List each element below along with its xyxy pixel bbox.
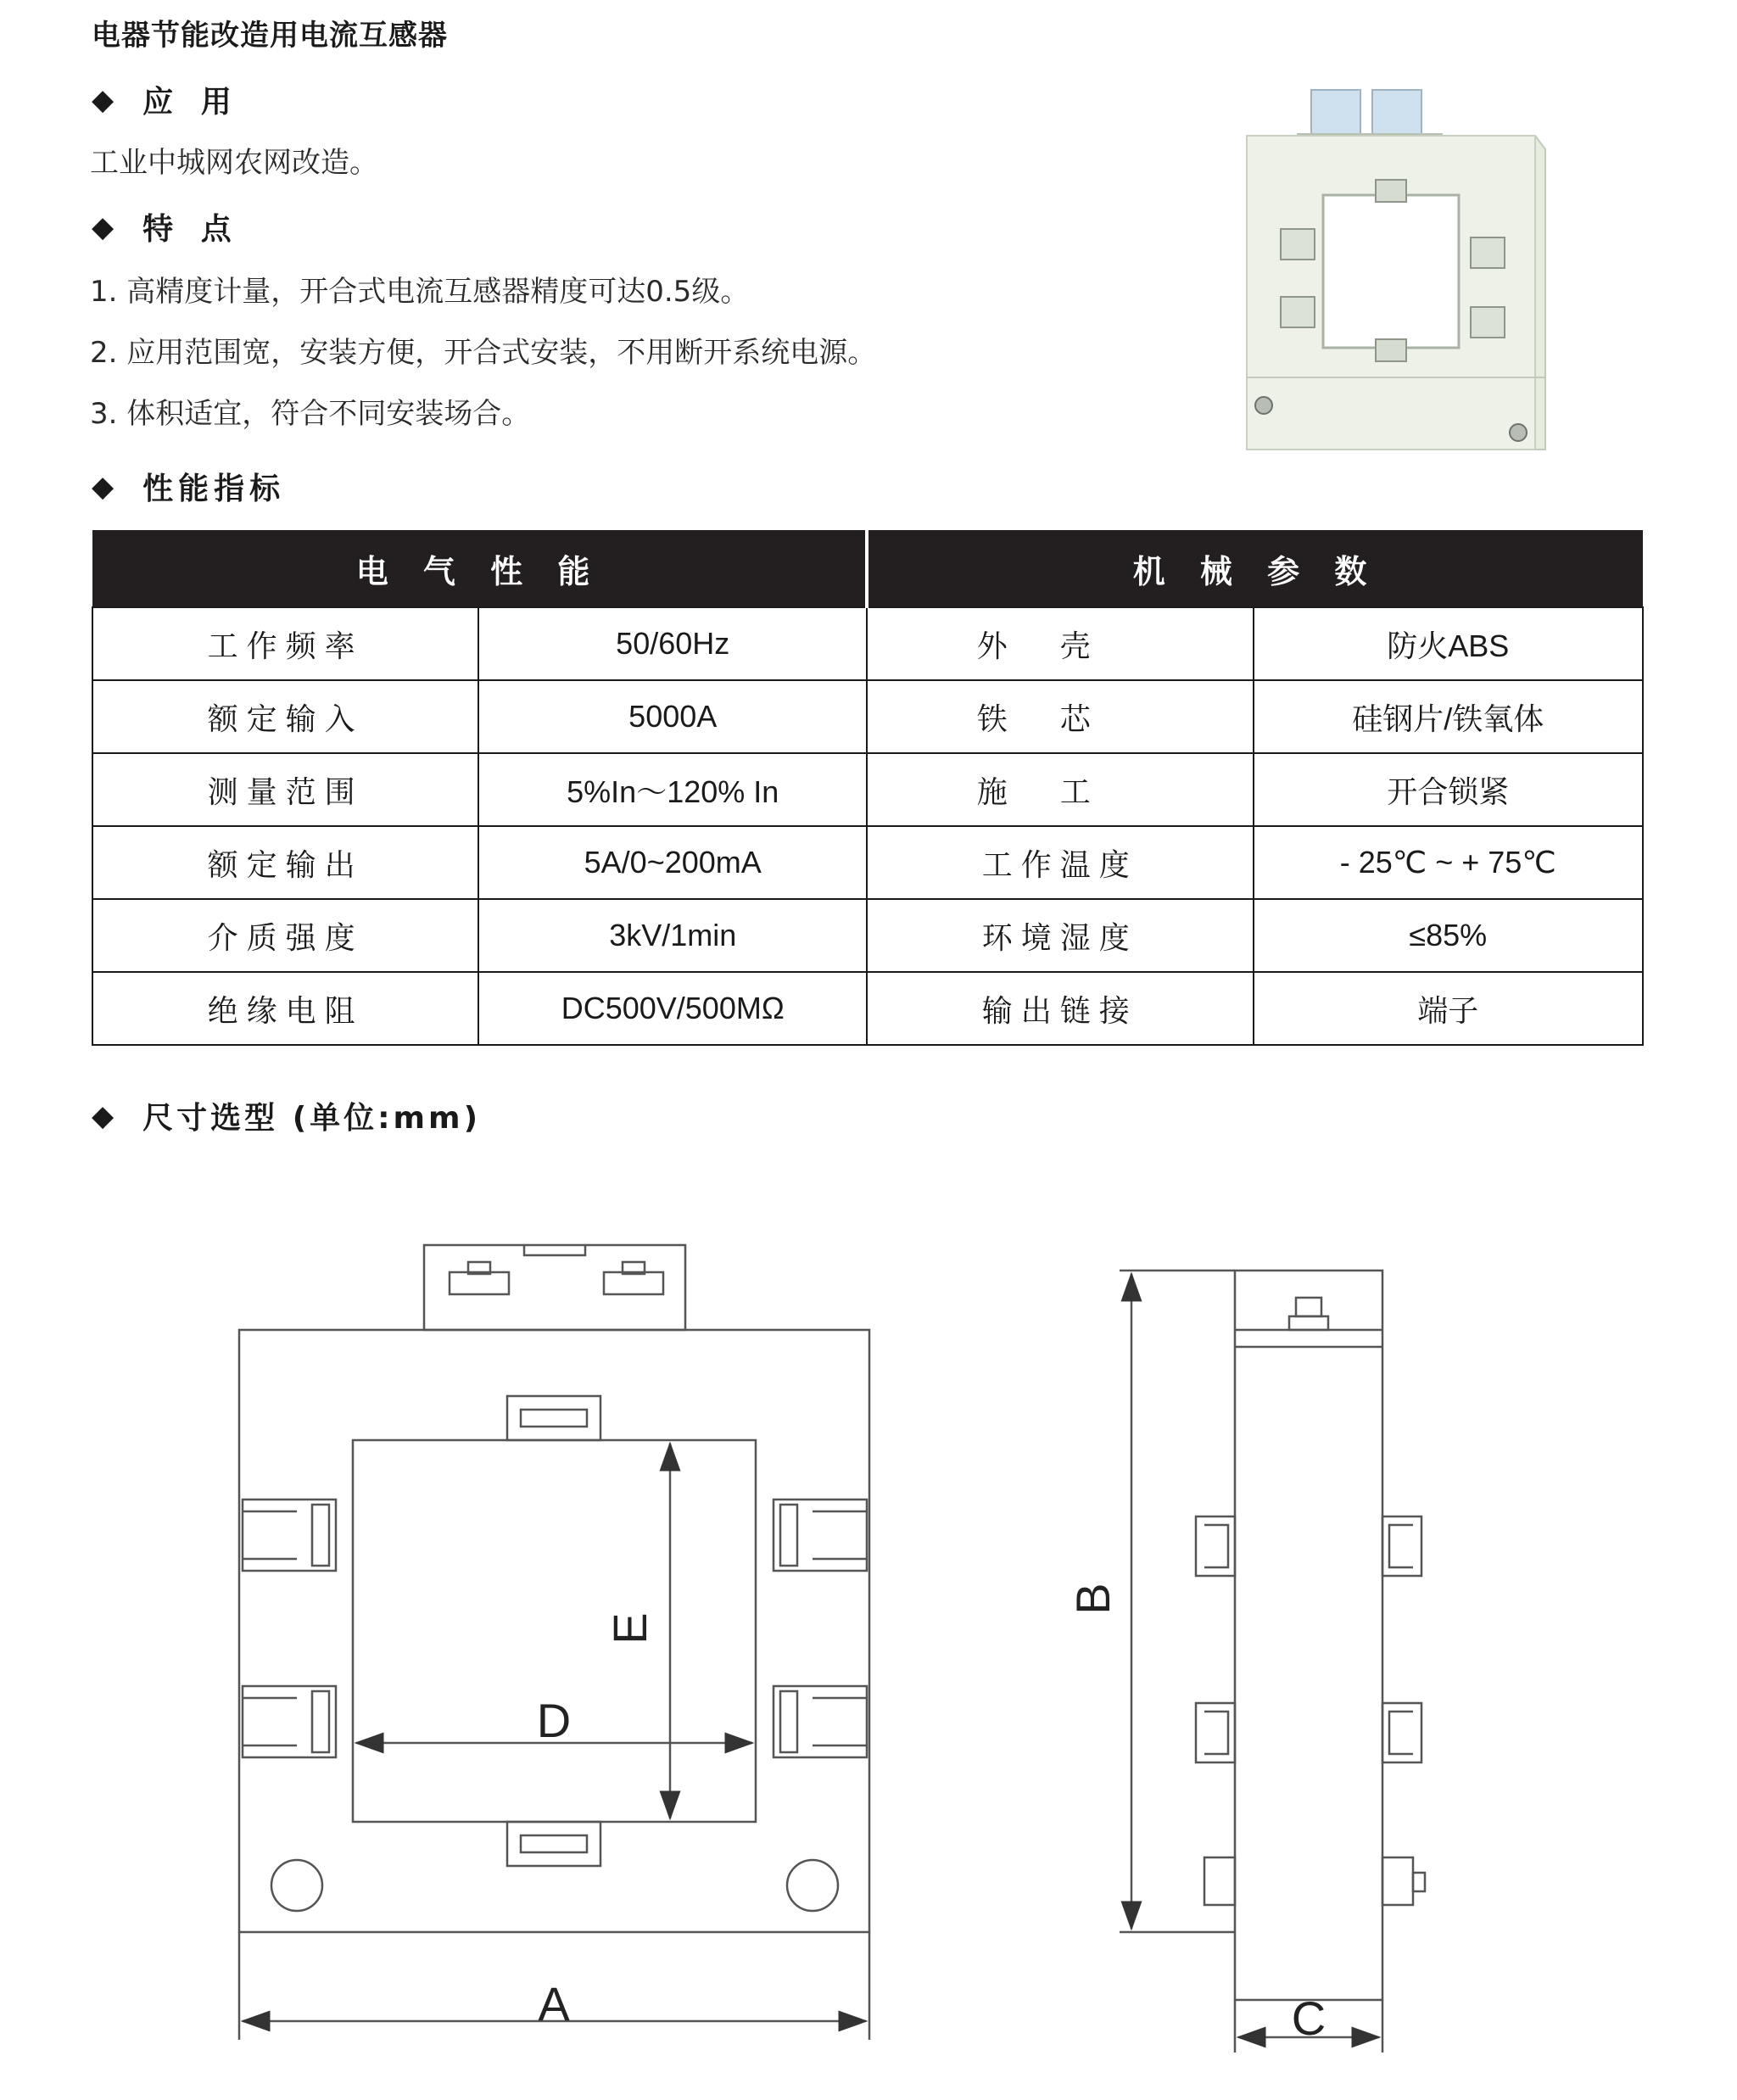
dimension-label-d: D: [536, 1694, 572, 1747]
table-row: [92, 826, 1643, 899]
spec-table: [92, 530, 1644, 1046]
table-cell: 额定输出: [92, 826, 478, 899]
dimension-label-c: C: [1291, 1991, 1326, 2045]
table-row: [92, 607, 1643, 680]
table-cell: 端子: [1254, 972, 1643, 1045]
table-cell: 5A/0~200mA: [478, 826, 867, 899]
table-row: [92, 753, 1643, 826]
feature-item: 2. 应用范围宽，安装方便，开合式安装，不用断开系统电源。: [90, 336, 877, 370]
table-cell: 铁芯: [867, 680, 1253, 753]
section-heading-dimensions: ◆ 尺寸选型 (单位:mm): [92, 1098, 482, 1136]
table-cell: 输出链接: [867, 972, 1253, 1045]
feature-item: 3. 体积适宜，符合不同安装场合。: [90, 397, 531, 431]
table-cell: 开合锁紧: [1254, 753, 1643, 826]
table-cell: - 25℃ ~ + 75℃: [1254, 826, 1643, 899]
table-cell: 5000A: [478, 680, 867, 753]
dimension-label-b: B: [1066, 1583, 1120, 1615]
table-header-row: [92, 530, 1643, 607]
side-view: [1120, 1271, 1425, 2053]
table-cell: ≤85%: [1254, 899, 1643, 972]
diamond-bullet-icon: ◆: [92, 1098, 114, 1133]
table-cell: 测量范围: [92, 753, 478, 826]
table-cell: 防火ABS: [1254, 607, 1643, 680]
diamond-bullet-icon: ◆: [92, 209, 114, 244]
section-heading-performance: ◆ 性能指标: [92, 469, 286, 506]
table-cell: DC500V/500MΩ: [478, 972, 867, 1045]
dimension-label-e: E: [603, 1612, 656, 1645]
diamond-bullet-icon: ◆: [92, 82, 114, 117]
feature-item: 1. 高精度计量，开合式电流互感器精度可达0.5级。: [90, 275, 750, 309]
table-cell: 额定输入: [92, 680, 478, 753]
section-heading-application: ◆ 应 用: [92, 82, 240, 120]
table-cell: 外壳: [867, 607, 1253, 680]
table-cell: 施工: [867, 753, 1253, 826]
table-header-mechanical: 机 械 参 数: [867, 530, 1643, 607]
table-cell: 50/60Hz: [478, 607, 867, 680]
table-cell: 5%In～120% In: [478, 753, 867, 826]
table-cell: 硅钢片/铁氧体: [1254, 680, 1643, 753]
table-cell: 环境湿度: [867, 899, 1253, 972]
section-heading-features: ◆ 特 点: [92, 209, 240, 247]
table-cell: 工作频率: [92, 607, 478, 680]
table-row: [92, 899, 1643, 972]
table-cell: 绝缘电阻: [92, 972, 478, 1045]
table-cell: 工作温度: [867, 826, 1253, 899]
dimension-drawing: [0, 1204, 1737, 2100]
table-cell: 介质强度: [92, 899, 478, 972]
page-title: 电器节能改造用电流互感器: [92, 19, 448, 53]
table-row: [92, 972, 1643, 1045]
application-text: 工业中城网农网改造。: [90, 146, 378, 180]
front-view: [239, 1245, 869, 2040]
table-row: [92, 680, 1643, 753]
table-cell: 3kV/1min: [478, 899, 867, 972]
diamond-bullet-icon: ◆: [92, 469, 114, 504]
product-photo: [1230, 85, 1562, 466]
dimension-label-a: A: [538, 1977, 570, 2030]
table-header-electrical: 电 气 性 能: [92, 530, 867, 607]
